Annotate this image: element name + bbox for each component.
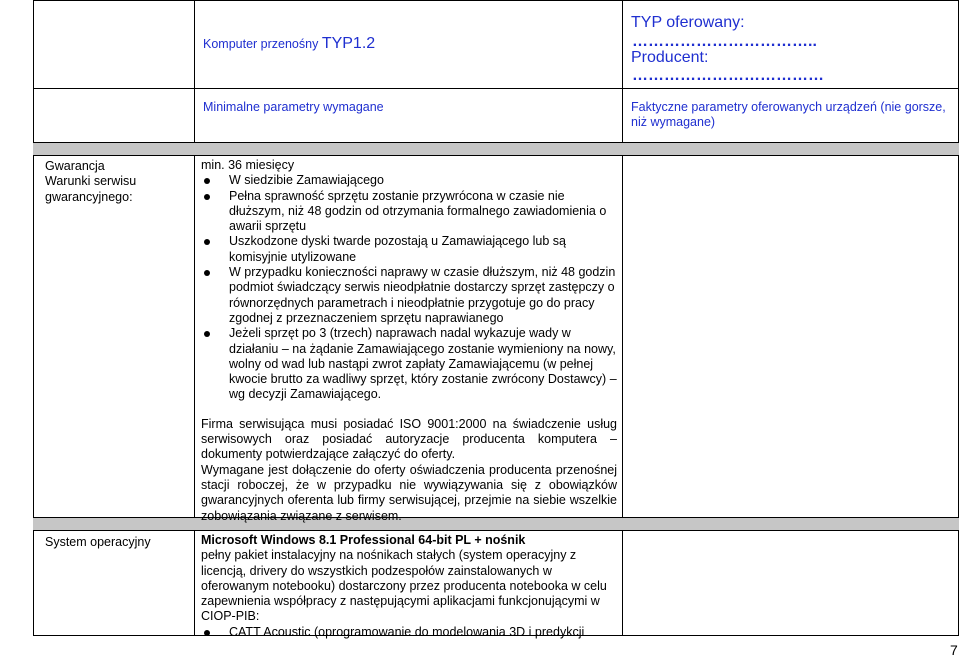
os-content	[201, 533, 617, 640]
warranty-label-line2: Warunki serwisu	[45, 174, 137, 189]
warranty-conditions-list	[201, 173, 617, 402]
product-title	[203, 35, 375, 53]
col-border-3	[622, 0, 623, 635]
producer-label: Producent:	[631, 49, 709, 66]
min-params-label: Minimalne parametry wymagane	[203, 100, 384, 114]
list-item: Jeżeli sprzęt po 3 (trzech) naprawach nadal wykazuje wady w działaniu – na żądanie Zamawiającego zostanie wymieniony na nowy, wolny od wad lub nastąpi zwrot zapłaty Zamawiającemu (w pełnej kwocie brutto za wadliwy sprzęt, który zostanie zwrócony Dostawcy) – wg decyzji Zamawiającego.	[201, 326, 617, 402]
os-label: System operacyjny	[45, 535, 151, 549]
offered-type-dots: ……………………………..	[632, 33, 817, 50]
producer-dots: ………………………………	[632, 67, 824, 84]
warranty-label-line3: gwarancyjnego:	[45, 189, 133, 204]
page-number: 7	[950, 642, 958, 658]
list-item: Pełna sprawność sprzętu zostanie przywrócona w czasie nie dłuższym, niż 48 godzin od otrzymania formalnego zawiadomienia o awarii sprzętu	[201, 189, 617, 235]
row-border	[33, 155, 959, 156]
os-description: pełny pakiet instalacyjny na nośnikach stałych (system operacyjny z licencją, drivery do wszystkich podzespołów zainstalowanych w oferowanym notebooku) dostarczony przez producenta notebooka w celu zapewnienia współpracy z następującymi aplikacjami funkcjonującymi w CIOP-PIB:	[201, 548, 607, 624]
warranty-content	[201, 158, 617, 524]
col-border-2	[194, 0, 195, 635]
offered-type-label: TYP oferowany:	[631, 14, 745, 31]
actual-params-label: Faktyczne parametry oferowanych urządzeń (nie gorsze, niż wymagane)	[631, 100, 946, 130]
col-border-1	[33, 0, 34, 635]
warranty-label-line1: Gwarancja	[45, 159, 105, 173]
warranty-duration: min. 36 miesięcy	[201, 158, 295, 172]
warranty-label	[45, 159, 136, 205]
iso-requirement-paragraph: Firma serwisująca musi posiadać ISO 9001:2000 na świadczenie usług serwisowych oraz posiadać autoryzacje producenta komputera – dokumenty potwierdzające załączyć do oferty.	[201, 416, 617, 462]
row-border	[33, 530, 959, 531]
product-prefix: Komputer przenośny	[203, 37, 322, 51]
os-title: Microsoft Windows 8.1 Professional 64-bit PL + nośnik	[201, 533, 526, 547]
list-item: W siedzibie Zamawiającego	[201, 173, 617, 188]
row-border	[33, 88, 959, 89]
row-border	[33, 142, 959, 143]
section-separator-band	[33, 142, 959, 155]
os-applications-list	[201, 625, 617, 640]
list-item: W przypadku konieczności naprawy w czasie dłuższym, niż 48 godzin podmiot świadczący serwis nieodpłatnie dostarczy sprzęt zastępczy o równorzędnych parametrach i nieodpłatnie przygotuje go do pracy zgodnej z przeznaczeniem sprzętu naprawianego	[201, 265, 617, 326]
product-code: TYP1.2	[321, 35, 376, 52]
producer-statement-paragraph: Wymagane jest dołączenie do oferty oświadczenia producenta przenośnej stacji roboczej, że w przypadku nie wywiązywania się z obowiązków gwarancyjnych oferenta lub firmy serwisującej, przejmie na siebie wszelkie zobowiązania związane z serwisem.	[201, 462, 617, 523]
list-item: Uszkodzone dyski twarde pozostają u Zamawiającego lub są komisyjnie utylizowane	[201, 234, 617, 265]
list-item: CATT Acoustic (oprogramowanie do modelowania 3D i predykcji	[201, 625, 617, 640]
table-border-top	[33, 0, 959, 1]
